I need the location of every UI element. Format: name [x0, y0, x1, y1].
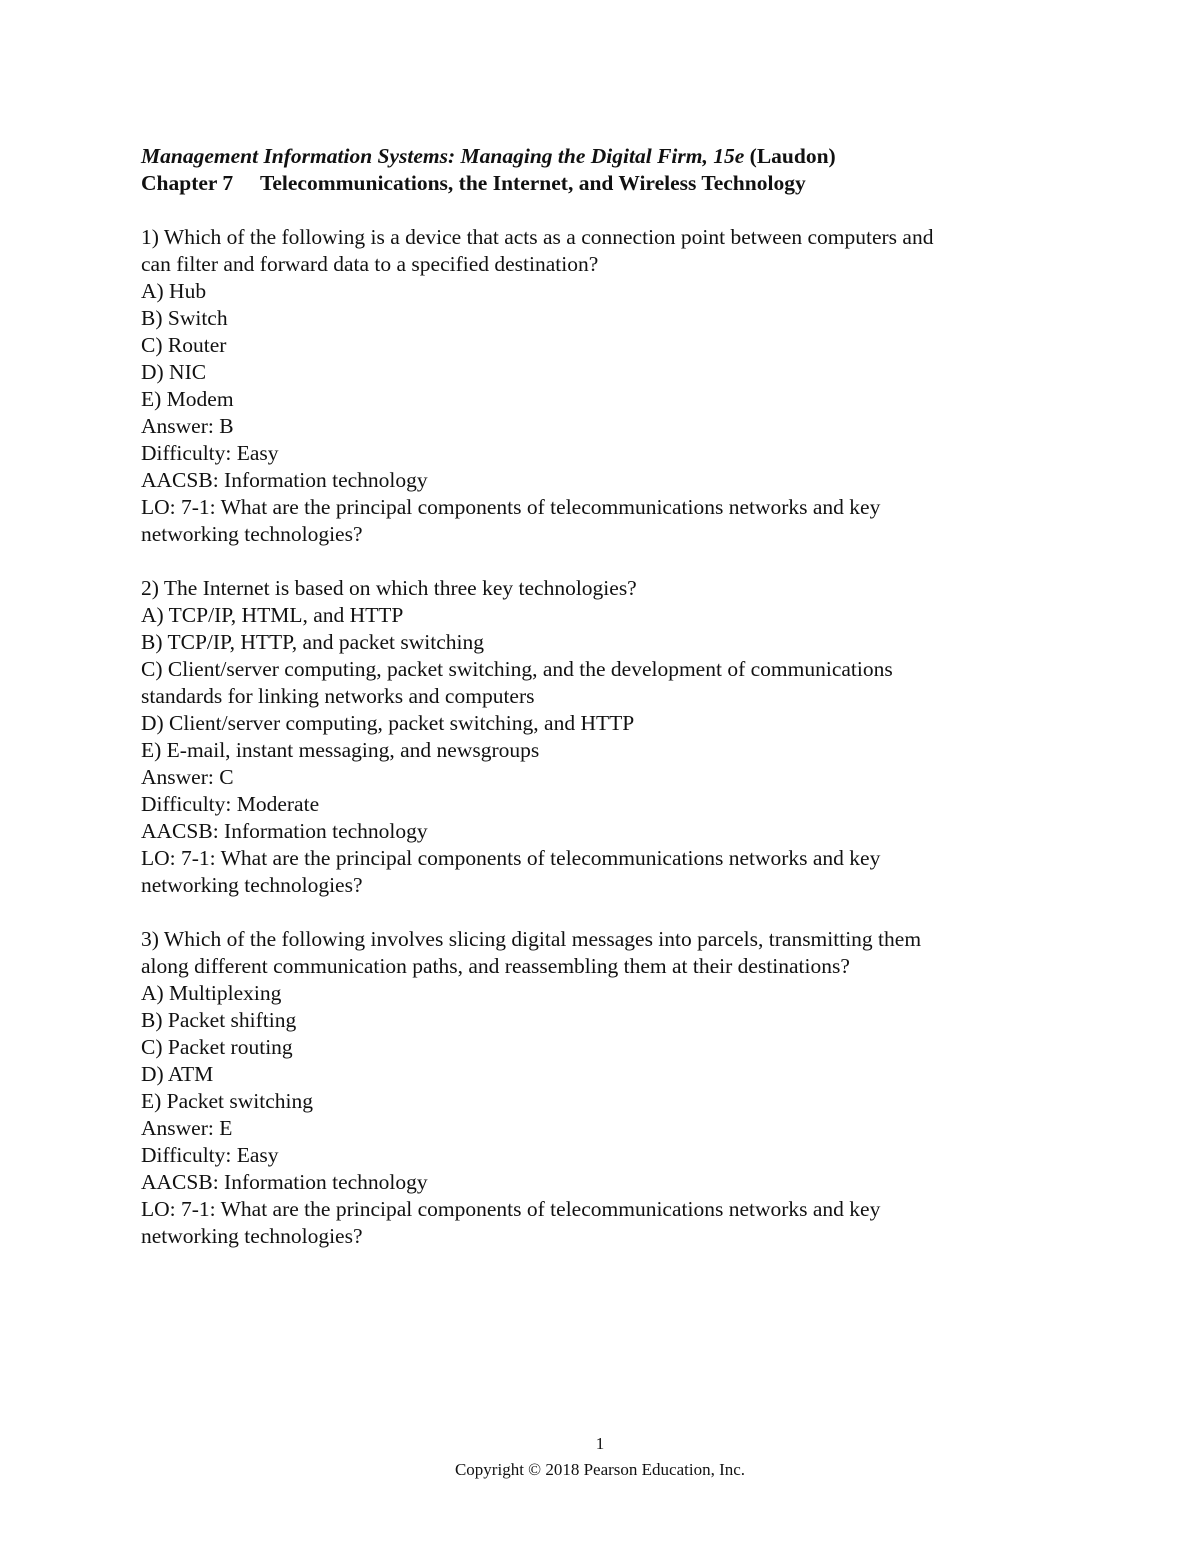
option-b: B) TCP/IP, HTTP, and packet switching	[141, 630, 484, 654]
question-stem-continued: along different communication paths, and reassembling them at their destinations?	[141, 954, 850, 978]
learning-objective-continued: networking technologies?	[141, 1224, 363, 1248]
answer: Answer: B	[141, 414, 234, 438]
question-2	[141, 575, 1061, 899]
option-d: D) Client/server computing, packet switching, and HTTP	[141, 711, 635, 735]
option-e: E) E-mail, instant messaging, and newsgroups	[141, 738, 540, 762]
option-a: A) Hub	[141, 279, 207, 303]
difficulty: Difficulty: Easy	[141, 1143, 279, 1167]
option-a: A) TCP/IP, HTML, and HTTP	[141, 603, 404, 627]
book-title-line	[141, 143, 1061, 170]
option-c: C) Packet routing	[141, 1035, 293, 1059]
difficulty: Difficulty: Moderate	[141, 792, 320, 816]
author: (Laudon)	[744, 144, 836, 168]
answer: Answer: E	[141, 1116, 233, 1140]
chapter-number: Chapter 7	[141, 171, 234, 195]
page-number: 1	[595, 1434, 605, 1453]
question-stem: 3) Which of the following involves slicing digital messages into parcels, transmitting them	[141, 927, 922, 951]
option-b: B) Switch	[141, 306, 228, 330]
learning-objective: LO: 7-1: What are the principal components of telecommunications networks and key	[141, 1197, 881, 1221]
learning-objective-continued: networking technologies?	[141, 873, 363, 897]
learning-objective: LO: 7-1: What are the principal components of telecommunications networks and key	[141, 495, 881, 519]
question-3	[141, 926, 1061, 1250]
learning-objective: LO: 7-1: What are the principal components of telecommunications networks and key	[141, 846, 881, 870]
aacsb: AACSB: Information technology	[141, 468, 428, 492]
question-1	[141, 224, 1061, 548]
learning-objective-continued: networking technologies?	[141, 522, 363, 546]
option-c: C) Client/server computing, packet switching, and the development of communications	[141, 657, 893, 681]
chapter-heading	[141, 170, 1061, 197]
book-title: Management Information Systems: Managing the Digital Firm, 15e	[141, 144, 745, 168]
option-c: C) Router	[141, 333, 227, 357]
question-stem: 2) The Internet is based on which three key technologies?	[141, 576, 637, 600]
option-d: D) NIC	[141, 360, 207, 384]
aacsb: AACSB: Information technology	[141, 1170, 428, 1194]
option-b: B) Packet shifting	[141, 1008, 297, 1032]
option-e: E) Modem	[141, 387, 234, 411]
question-stem-continued: can filter and forward data to a specified destination?	[141, 252, 599, 276]
option-a: A) Multiplexing	[141, 981, 282, 1005]
question-stem: 1) Which of the following is a device that acts as a connection point between computers and	[141, 225, 934, 249]
aacsb: AACSB: Information technology	[141, 819, 428, 843]
answer: Answer: C	[141, 765, 234, 789]
chapter-title: Telecommunications, the Internet, and Wireless Technology	[260, 171, 806, 195]
document-body	[141, 143, 1061, 1250]
option-e: E) Packet switching	[141, 1089, 313, 1113]
copyright-notice: Copyright © 2018 Pearson Education, Inc.	[454, 1460, 746, 1479]
option-c-continued: standards for linking networks and computers	[141, 684, 535, 708]
difficulty: Difficulty: Easy	[141, 441, 279, 465]
option-d: D) ATM	[141, 1062, 214, 1086]
